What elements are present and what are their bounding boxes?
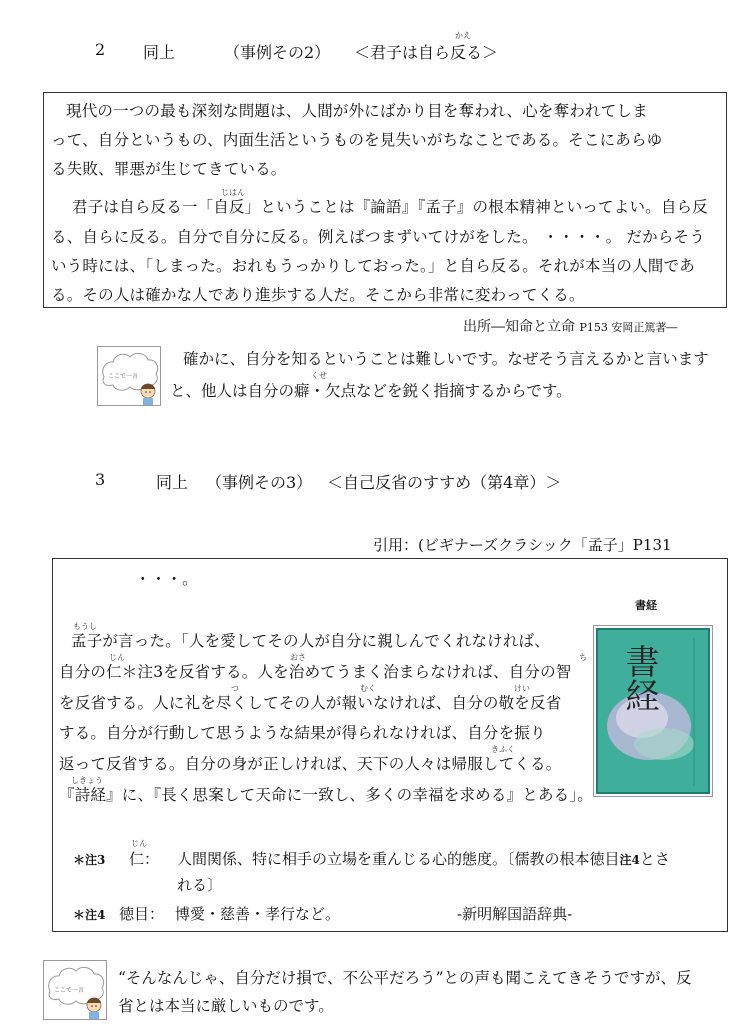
section-2-heading bbox=[0, 40, 750, 62]
ruby-kaeru: かえ bbox=[455, 31, 471, 40]
book-caption: 書経 bbox=[635, 599, 657, 612]
ruby-muku: むく bbox=[360, 684, 376, 693]
ruby-jin: じん bbox=[109, 653, 125, 662]
quote-box-1 bbox=[43, 92, 727, 308]
box1-line-5: る、自らに反る。自分で自分に反る。例えばつまずいてけがをした。 ・・・・。 だからそう bbox=[51, 228, 705, 246]
comment-2-line-2: 省とは本当に厳しいものです。 bbox=[118, 997, 334, 1015]
ruby-jihan: じはん bbox=[221, 188, 245, 197]
note-4-source: -新明解国語辞典- bbox=[457, 905, 573, 923]
ruby-shikyou: しきょう bbox=[71, 776, 103, 785]
box2-line-3: を反省する。人に礼を尽くしてその人が報いなければ、自分の敬を反省 bbox=[59, 694, 562, 712]
section-number: 2 bbox=[95, 40, 106, 59]
ruby-moushi: もうし bbox=[73, 622, 97, 631]
ruby-kuse: くせ bbox=[311, 371, 327, 380]
mascot-image-1 bbox=[97, 346, 161, 406]
source-1-title: 出所―知命と立命 bbox=[463, 319, 575, 335]
note-3-text bbox=[177, 848, 670, 869]
book-cover-title: 書経 bbox=[619, 644, 659, 712]
book-cover-image bbox=[593, 625, 713, 797]
comment-1-line-1: 確かに、自分を知るということは難しいです。なぜそう言えるかと言います bbox=[183, 350, 709, 368]
source-1-page: P153 安岡正篤著― bbox=[579, 321, 678, 334]
box1-line-6: いう時には、「しまった。おれもうっかりしておった。」と自ら反る。それが本当の人間であ bbox=[51, 257, 695, 275]
box2-line-2: 自分の仁＊注3を反省する。人を治めてうまく治まらなければ、自分の智 bbox=[59, 663, 572, 681]
ruby-tsu: つ bbox=[231, 684, 239, 693]
box2-line-1: 孟子が言った。「人を愛してその人が自分に親しんでくれなければ、 bbox=[71, 632, 550, 650]
section-case: （事例その3） bbox=[206, 473, 313, 492]
box2-line-4: する。自分が行動して思うような結果が得られなければ、自分を振り bbox=[59, 724, 546, 742]
ruby-osa: おさ bbox=[290, 653, 306, 662]
section-title: ＜君子は自ら反る＞ bbox=[354, 43, 499, 62]
section-same: 同上 bbox=[156, 473, 189, 492]
ruby-jin-note: じん bbox=[131, 839, 147, 848]
section-same: 同上 bbox=[143, 43, 176, 62]
section-number: 3 bbox=[95, 470, 106, 489]
note-3-text-tail: とさ bbox=[639, 850, 670, 868]
section-case: （事例その2） bbox=[224, 43, 331, 62]
comment-2-line-1: “そんなんじゃ、自分だけ損で、不公平だろう”との声も聞こえてきそうですが、反 bbox=[118, 969, 692, 987]
box2-line-5: 返って反省する。自分の身が正しければ、天下の人々は帰服してくる。 bbox=[59, 755, 562, 773]
box1-line-3: る失敗、罪悪が生じてきている。 bbox=[51, 160, 287, 178]
box1-line-7: る。その人は確かな人であり進歩する人だ。そこから非常に変わってくる。 bbox=[51, 286, 585, 304]
citation: 引用：(ビギナーズクラシック「孟子」P131 bbox=[373, 536, 672, 554]
note-3-text-main: 人間関係、特に相手の立場を重んじる心的態度。〔儒教の根本徳目 bbox=[177, 850, 620, 868]
note-3-term: 仁： bbox=[129, 850, 160, 868]
box2-ellipsis: ・・・。 bbox=[135, 570, 198, 588]
box2-line-6: 『詩経』に、『長く思案して天命に一致し、多くの幸福を求める』とある」。 bbox=[59, 786, 594, 804]
note-3-mark: ＊注3 bbox=[73, 853, 106, 867]
section-title: ＜自己反省のすすめ（第4章）＞ bbox=[327, 473, 562, 492]
note-4-inline-mark: 注4 bbox=[619, 853, 640, 867]
mascot-cloud-text: ここで一言 bbox=[108, 373, 139, 380]
mascot-image-2 bbox=[43, 960, 107, 1020]
note-4-mark: ＊注4 bbox=[73, 908, 106, 922]
quote-box-2 bbox=[52, 558, 728, 932]
section-3-heading bbox=[0, 470, 750, 492]
mascot-cloud-text: ここで一言 bbox=[54, 987, 85, 994]
source-1 bbox=[463, 316, 677, 336]
ruby-chi: ち bbox=[579, 653, 587, 662]
box1-line-1: 現代の一つの最も深刻な問題は、人間が外にばかり目を奪われ、心を奪われてしま bbox=[66, 102, 648, 120]
box1-line-2: って、自分というもの、内面生活というものを見失いがちなことである。そこにあらゆ bbox=[51, 131, 663, 149]
ruby-kifuku: きふく bbox=[491, 745, 515, 754]
comment-1-line-2: と、他人は自分の癖・欠点などを鋭く指摘するからです。 bbox=[170, 382, 572, 400]
note-4-text: 博愛・慈善・孝行など。 bbox=[175, 905, 341, 923]
note-4-term: 徳目： bbox=[119, 905, 165, 923]
note-3-text-cont: れる〕 bbox=[177, 876, 223, 894]
ruby-kei: けい bbox=[514, 684, 530, 693]
box1-line-4: 君子は自ら反る一「自反」ということは『論語』『孟子』の根本精神といってよい。自ら反 bbox=[72, 198, 708, 216]
